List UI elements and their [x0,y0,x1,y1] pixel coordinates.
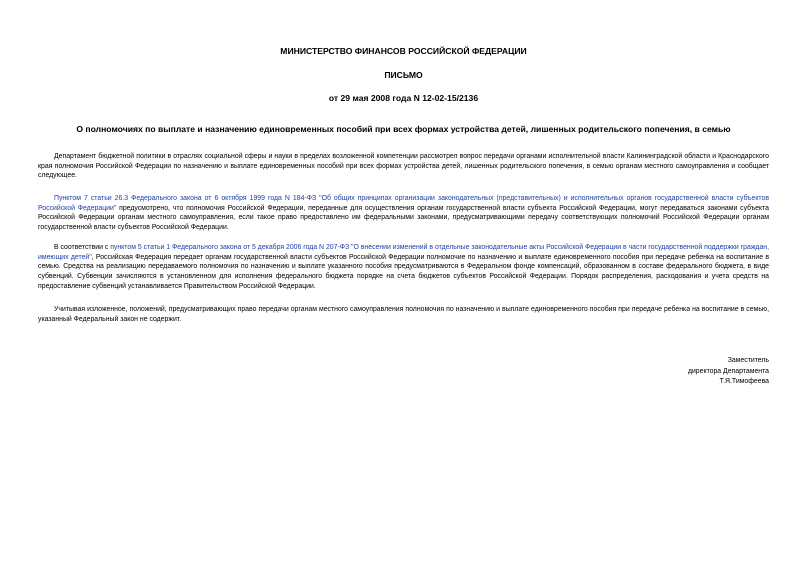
paragraph-1: Департамент бюджетной политики в отраслях социальной сферы и науки в пределах возложенной компетенции рассмотрел вопрос передачи органами исполнительной власти Калининградской области и Краснодарского края полномочия Российской Федерации по назначению и выплате единовременных пособий при всех формах устройства детей, лишенных родительского попечения, в семью органам местного самоуправления и сообщает следующее. [38,153,769,180]
signature-department: директора Департамента [687,367,769,375]
document-subject: О полномочиях по выплате и назначению единовременных пособий при всех формах устройства детей, лишенных родительского попечения, в семью [76,124,731,134]
paragraph-3 [38,243,769,292]
date-number: от 29 мая 2008 года N 12-02-15/2136 [328,93,479,103]
paragraph-2 [38,194,769,233]
law-207-link[interactable]: пунктом 5 статьи 1 Федерального закона от 5 декабря 2006 года N 207-ФЗ "О внесении изменений в отдельные законодательные акты Российской Федерации в части государственной поддержки граждан, имеющих детей" [38,244,770,261]
document-type: ПИСЬМО [384,70,423,80]
paragraph-3-lead: В соответствии с [54,244,111,251]
paragraph-2-text: предусмотрено, что полномочия Российской Федерации, переданные для осуществления органам государственной власти субъекта Российской Федерации, могут передаваться законами субъекта Российской Федерации органам местного самоуправления, если такое право предоставлено им федеральными законами, предусматривающими передачу соответствующих полномочий Российской Федерации органам государственной власти субъектов Российской Федерации. [38,204,769,232]
signature-block [688,356,769,388]
signature-position: Заместитель [727,357,769,364]
law-184-link[interactable]: Пунктом 7 статьи 26.3 Федерального закона от 6 октября 1999 года N 184-ФЗ "Об общих принципах организации законодательных (представительных) и исполнительных органов государственной власти субъектов Российской Федерации" [38,195,769,212]
paragraph-3-text: , Российская Федерация передает органам государственной власти субъектов Российской Федерации полномочие по назначению и выплате единовременного пособия при передаче ребенка на воспитание в семью. Средства на реализацию передаваемого полномочия по назначению и выплате указанного пособия предусматриваются в Федеральном фонде компенсаций, образованном в составе федерального бюджета, в виде субвенций. Субвенции зачисляются в установленном для исполнения федерального бюджета порядке на счета бюджетов субъектов Российской Федерации. Порядок распределения, расходования и учета средств на предоставление субвенций устанавливается Правительством Российской Федерации. [38,253,769,290]
signature-name: Т.Я.Тимофеева [719,378,769,385]
ministry-heading: МИНИСТЕРСТВО ФИНАНСОВ РОССИЙСКОЙ ФЕДЕРАЦИИ [280,46,527,56]
paragraph-4: Учитывая изложенное, положений, предусматривающих право передачи органам местного самоуправления полномочия по назначению и выплате единовременного пособия при передаче ребенка на воспитание в семью, указанный Федеральный закон не содержит. [38,306,769,323]
